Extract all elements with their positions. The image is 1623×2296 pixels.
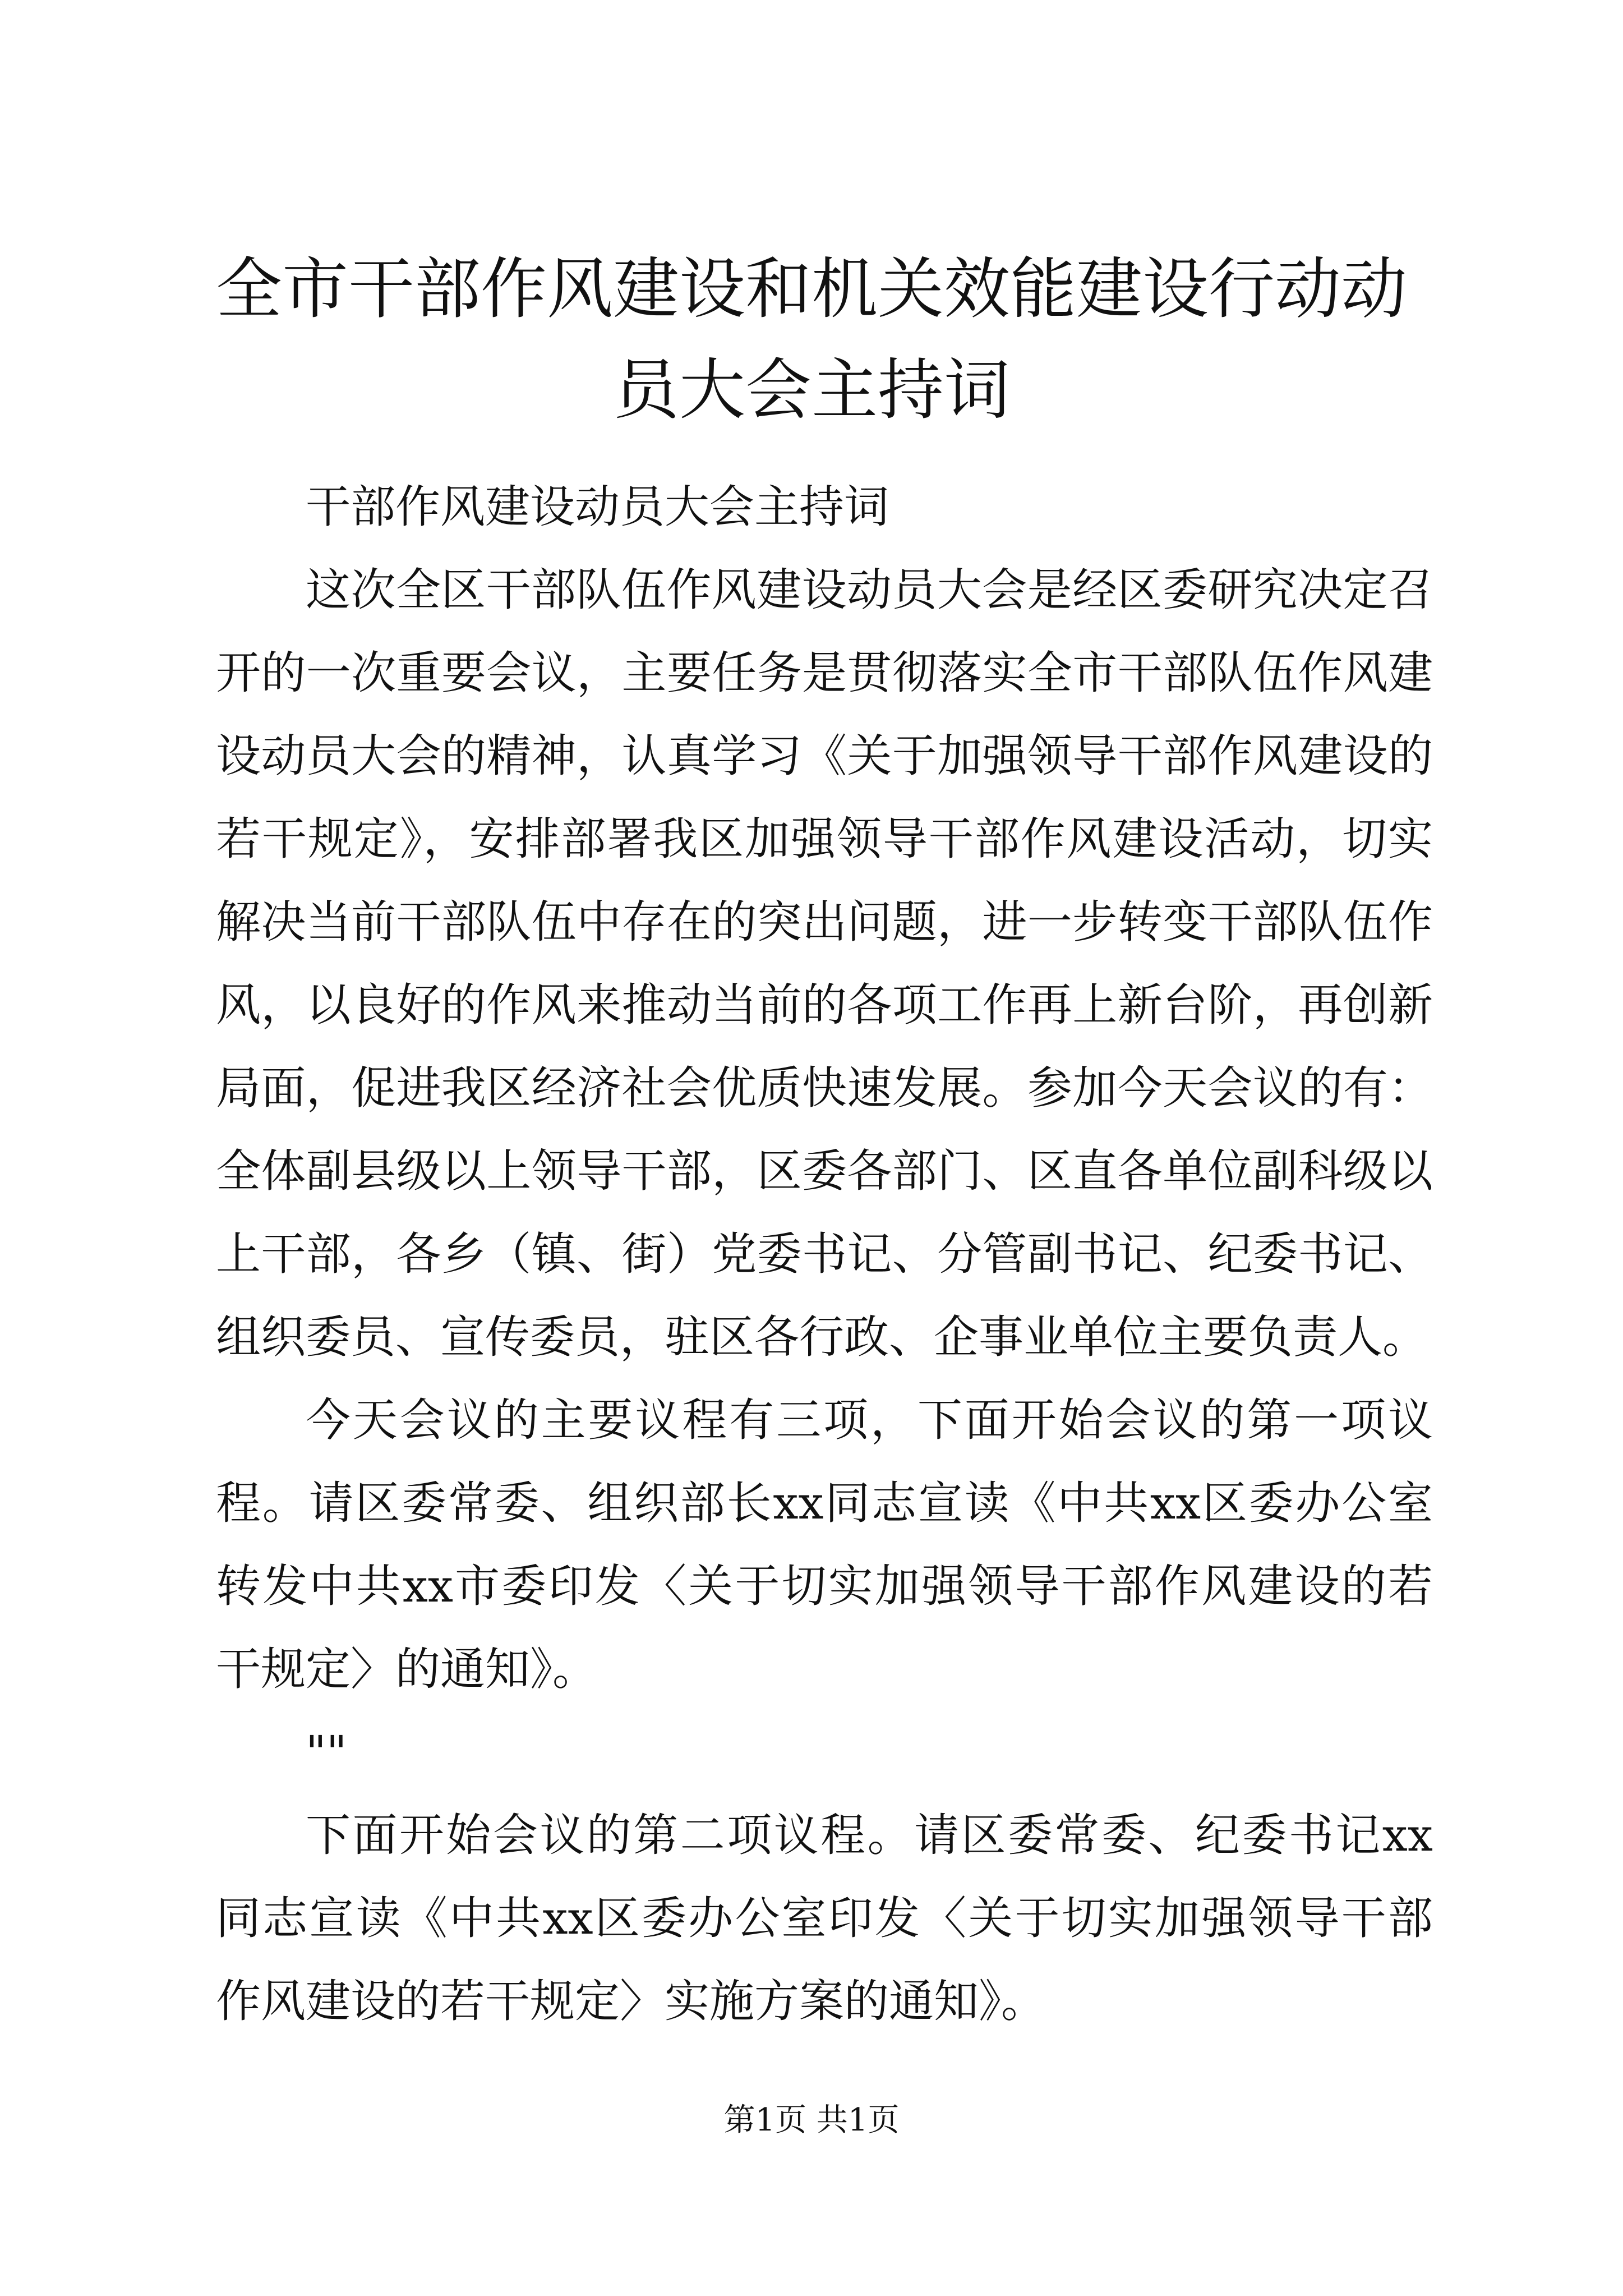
paragraph-agenda-two: 下面开始会议的第二项议程。请区委常委、纪委书记xx同志宣读《中共xx区委办公室印发〈关于切实加强领导干部作风建设的若干规定〉实施方案的通知》。 [216,1809,1433,2027]
paragraph-intro: 这次全区干部队伍作风建设动员大会是经区委研究决定召开的一次重要会议，主要任务是贯彻落实全市干部队伍作风建设动员大会的精神，认真学习《关于加强领导干部作风建设的若干规定》，安排部署我区加强领导干部作风建设活动，切实解决当前干部队伍中存在的突出问题，进一步转变干部队伍作风，以良好的作风来推动当前的各项工作再上新台阶，再创新局面，促进我区经济社会优质快速发展。参加今天会议的有：全体副县级以上领导干部，区委各部门、区直各单位副科级以上干部，各乡（镇、街）党委书记、分管副书记、纪委书记、组织委员、宣传委员，驻区各行政、企事业单位主要负责人。 [216,564,1433,1363]
document-body [216,466,1433,2043]
page-footer: 第1页 共1页 [723,2102,900,2138]
paragraph-agenda-one: 今天会议的主要议程有三项，下面开始会议的第一项议程。请区委常委、组织部长xx同志宣读《中共xx区委办公室转发中共xx市委印发〈关于切实加强领导干部作风建设的若干规定〉的通知》。 [216,1394,1433,1695]
paragraph-subtitle: 干部作风建设动员大会主持词 [306,481,889,533]
paragraph-quote-marks: "" [306,1726,347,1778]
document-title: 全市干部作风建设和机关效能建设行动动员大会主持词 [215,250,1407,429]
